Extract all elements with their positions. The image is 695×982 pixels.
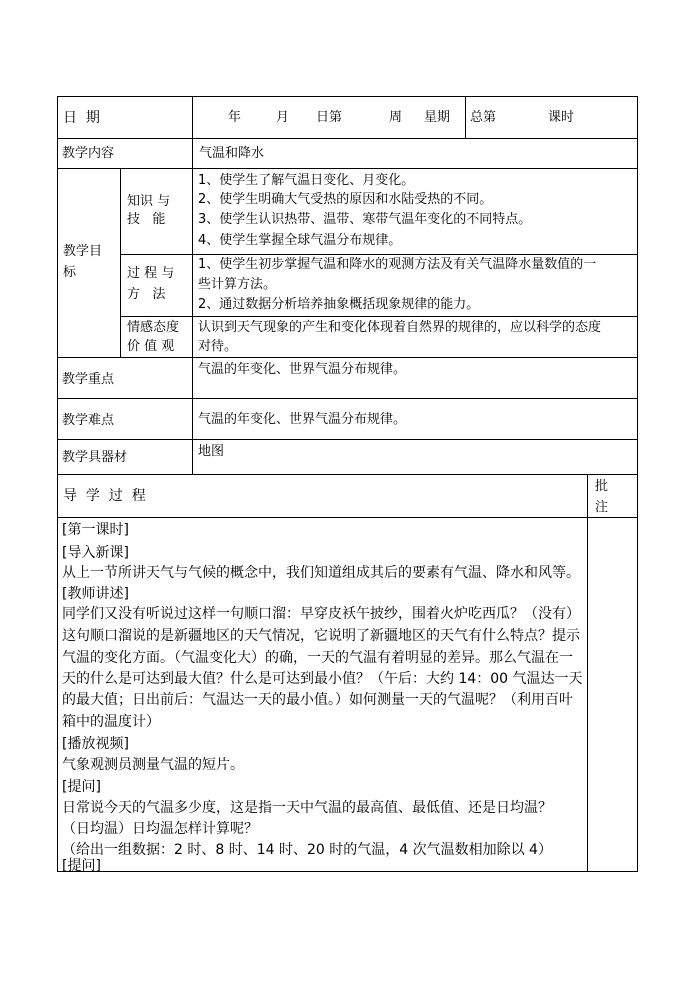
attitude-label-2: 价 值 观 [127,339,175,354]
body-line: 同学们又没有听说过这样一句顺口溜：早穿皮袄午披纱，围着火炉吃西瓜？（没有） [62,606,580,622]
objectives-label-2: 标 [63,265,77,280]
attitude-item: 对待。 [198,339,238,354]
body-line: 日常说今天的气温多少度，这是指一天中气温的最高值、最低值、还是日均温？ [62,800,552,816]
attitude-item: 认识到天气现象的产生和变化体现着自然界的规律的，应以科学的态度 [198,320,602,335]
difficulties-label: 教学难点 [62,413,115,428]
process-item: 些计算方法。 [198,277,277,292]
body-line: 这句顺口溜说的是新疆地区的天气情况，它说明了新疆地区的天气有什么特点？提示 [62,628,580,644]
date-label: 日 期 [63,110,100,126]
date-day-week: 日第 [316,110,343,125]
date-weekday: 星期 [424,110,451,125]
body-line: 气象观测员测量气温的短片。 [62,757,244,773]
body-line: [提问] [62,779,101,795]
body-line: 箱中的温度计） [62,714,160,730]
note-label-2: 注 [595,500,609,515]
knowledge-item: 1、使学生了解气温日变化、月变化。 [198,173,415,188]
difficulties-value: 气温的年变化、世界气温分布规律。 [198,412,407,427]
process-label: 过 程 与 [127,266,175,281]
process-label-2: 方 法 [127,287,166,302]
process-header-label: 导 学 过 程 [63,488,146,504]
process-item: 1、使学生初步掌握气温和降水的观测方法及有关气温降水量数值的一 [198,257,597,272]
key-points-label: 教学重点 [62,372,115,387]
content-value: 气温和降水 [199,146,265,161]
body-line: [第一课时] [62,522,129,538]
body-line: [导入新课] [62,545,129,561]
body-line: 气温的变化方面。（气温变化大）的确，一天的气温有着明显的差异。那么气温在一 [62,650,573,666]
knowledge-label: 知识 与 [127,194,171,209]
date-month: 月 [276,110,290,125]
date-year: 年 [228,110,242,125]
total-label: 总第 [470,110,497,125]
body-line: 天的什么是可达到最大值？什么是可达到最小值？（午后：大约 14：00 气温达一天 [62,671,583,687]
materials-value: 地图 [198,444,225,459]
attitude-label: 情感态度 [127,320,180,335]
body-line: 的最大值；日出前后：气温达一天的最小值。）如何测量一天的气温呢？（利用百叶 [62,692,573,708]
materials-label: 教学具器材 [62,450,128,465]
body-line: [播放视频] [62,736,129,752]
body-line: [提问] [62,858,101,874]
knowledge-label-2: 技 能 [127,212,166,227]
body-line: 从上一节所讲天气与气候的概念中，我们知道组成其后的要素有气温、降水和风等。 [62,565,580,581]
key-points-value: 气温的年变化、世界气温分布规律。 [198,362,407,377]
body-line: （日均温）日均温怎样计算呢？ [62,821,258,837]
objectives-label: 教学目 [63,244,103,259]
knowledge-item: 4、使学生掌握全球气温分布规律。 [198,233,402,248]
note-label: 批 [595,479,609,494]
body-line: （给出一组数据：2 时、8 时、14 时、20 时的气温，4 次气温数相加除以 4） [62,842,552,858]
lesson-label: 课时 [548,110,575,125]
process-item: 2、通过数据分析培养抽象概括现象规律的能力。 [198,297,480,312]
body-line: [教师讲述] [62,586,129,602]
content-label: 教学内容 [62,146,115,161]
knowledge-item: 3、使学生认识热带、温带、寒带气温年变化的不同特点。 [198,212,532,227]
date-week: 周 [389,110,403,125]
knowledge-item: 2、使学生明确大气受热的原因和水陆受热的不同。 [198,192,493,207]
